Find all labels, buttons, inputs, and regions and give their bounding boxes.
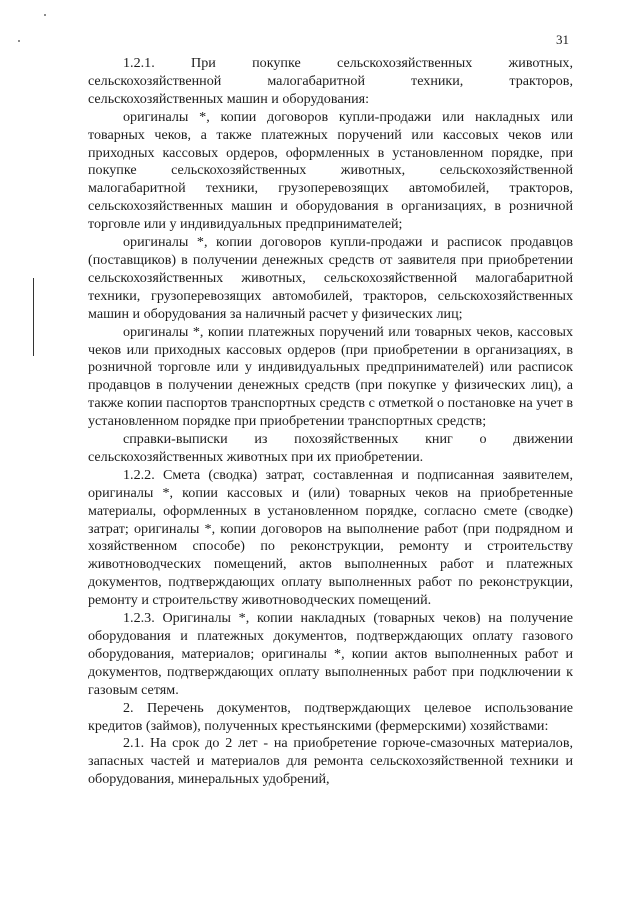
page-number: 31 (556, 32, 569, 47)
margin-mark (33, 278, 34, 356)
scan-dot (18, 40, 20, 42)
paragraph: справки-выписки из похозяйственных книг о движении сельскохозяйственных животных при их приобретении. (88, 431, 573, 465)
scan-dot (44, 14, 46, 16)
document-body (88, 55, 573, 789)
paragraph: 2. Перечень документов, подтверждающих целевое использование кредитов (займов), полученных крестьянскими (фермерскими) хозяйствами: (88, 699, 573, 734)
paragraph: 2.1. На срок до 2 лет - на приобретение горюче-смазочных материалов, запасных частей и материалов для ремонта сельскохозяйственной техники и оборудования, минеральных удобрений, (88, 735, 573, 788)
paragraph: 1.2.3. Оригиналы *, копии накладных (товарных чеков) на получение оборудования и платежных документов, подтверждающих оплату газового оборудования, материалов; оригиналы *, копии актов выполненных работ и документов, подтверждающих оплату выполненных работ при подключении к газовым сетям. (88, 610, 573, 698)
paragraph: оригиналы *, копии договоров купли-продажи и расписок продавцов (поставщиков) в получении денежных средств от заявителя при приобретении сельскохозяйственных животных, сельскохозяйственной малогабаритной техники, грузоперевозящих автомобилей, тракторов, сельскохозяйственных машин и оборудования за наличный расчет у физических лиц; (88, 234, 573, 322)
paragraph: оригиналы *, копии платежных поручений или товарных чеков, кассовых чеков или приходных кассовых ордеров (при приобретении в организациях, в розничной торговле или у индивидуальных предпринимателей) или расписок продавцов в получении денежных средств (при покупке у физических лиц), а также копии паспортов транспортных средств с отметкой о постановке на учет в установленном порядке при приобретении транспортных средств; (88, 323, 573, 430)
paragraph: 1.2.1. При покупке сельскохозяйственных животных, сельскохозяйственной малогабаритной техники, тракторов, сельскохозяйственных машин и оборудования: (88, 55, 573, 107)
paragraph: оригиналы *, копии договоров купли-продажи или накладных или товарных чеков, а также платежных поручений или кассовых чеков или приходных кассовых ордеров, оформленных в установленном порядке, при покупке сельскохозяйственных животных, сельскохозяйственной малогабаритной техники, грузоперевозящих автомобилей, тракторов, сельскохозяйственных машин и оборудования в организациях, в розничной торговле или у индивидуальных предпринимателей; (88, 108, 573, 233)
paragraph: 1.2.2. Смета (сводка) затрат, составленная и подписанная заявителем, оригиналы *, копии кассовых и (или) товарных чеков на приобретенные материалы, оформленных в установленном порядке, согласно смете (сводке) затрат; оригиналы *, копии договоров на выполнение работ (при подрядном и хозяйственном способе) по реконструкции, ремонту и строительству животноводческих помещений, актов выполненных работ и платежных документов, подтверждающих оплату выполненных работ по реконструкции, ремонту и строительству животноводческих помещений. (88, 466, 573, 609)
